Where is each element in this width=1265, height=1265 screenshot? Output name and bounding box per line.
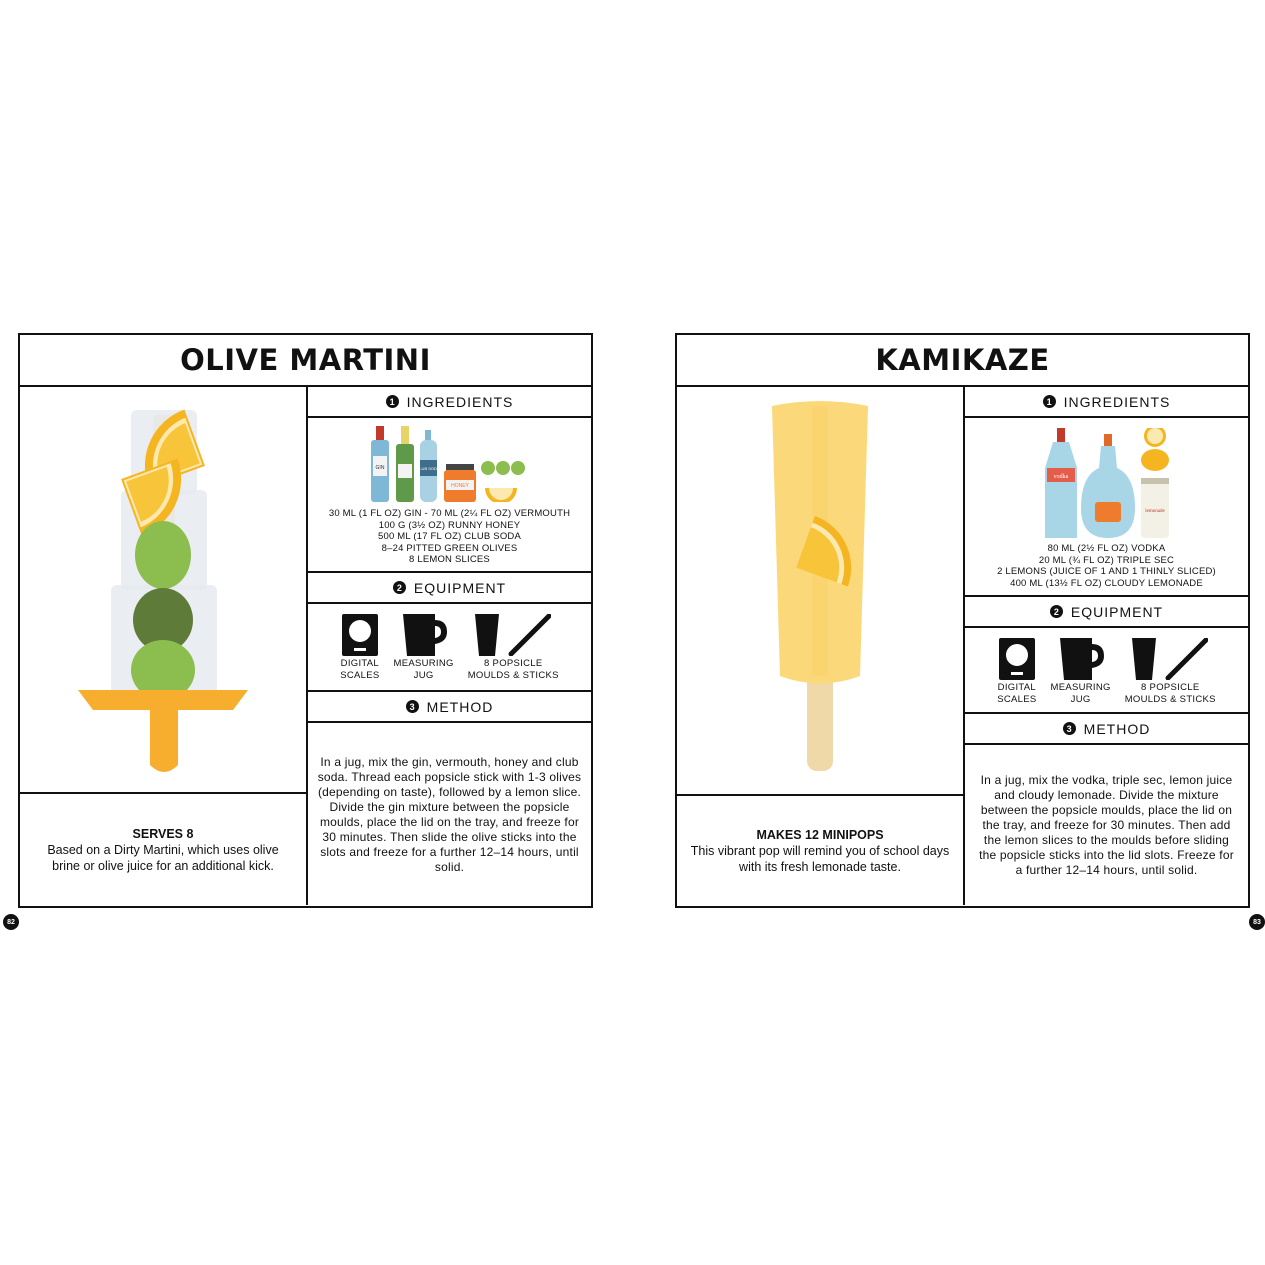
ingredients-list <box>308 508 591 566</box>
equipment-digital-scales <box>340 614 379 682</box>
bottle-label-vodka: vodka <box>1053 474 1069 480</box>
equipment-label: EQUIPMENT <box>413 579 507 596</box>
ingredient-line: 30 ML (1 FL OZ) GIN - 70 ML (2¼ FL OZ) VERMOUTH <box>328 508 571 519</box>
ingredients-header <box>965 387 1248 418</box>
serves-description: Based on a Dirty Martini, which uses olive brine or olive juice for an additional kick. <box>47 842 279 873</box>
popsicle-illustration <box>20 387 308 794</box>
method-text: In a jug, mix the vodka, triple sec, lemon juice and cloudy lemonade. Divide the mixture between the popsicle moulds, place the lid on the tray, and freeze for 30 minutes. Then add the lemon slices to the moulds before sliding the popsicle sticks into the lid slots. Freeze for a further 12–14 hours, until solid. <box>979 773 1234 877</box>
ingredient-line: 400 ML (13½ FL OZ) CLOUDY LEMONADE <box>1010 577 1203 589</box>
ingredients-list <box>965 543 1248 589</box>
method-label: METHOD <box>1083 720 1151 737</box>
equipment-box <box>308 604 591 692</box>
equipment-label-line: JUG <box>1070 694 1091 705</box>
bottle-label-lemonade: lemonade <box>1145 509 1165 514</box>
recipe-card-kamikaze <box>675 333 1250 908</box>
step-number-badge: 3 <box>406 700 419 713</box>
ingredients-box <box>308 418 591 573</box>
equipment-label-line: 8 POPSICLE <box>484 658 543 669</box>
equipment-label-line: MOULDS & STICKS <box>467 670 559 681</box>
serves-title: MAKES 12 MINIPOPS <box>756 827 884 842</box>
recipe-details-column <box>965 387 1248 906</box>
recipe-card-olive-martini <box>18 333 593 908</box>
equipment-header <box>965 597 1248 628</box>
serves-block <box>677 796 965 905</box>
popsicle-illustration <box>677 387 965 796</box>
step-number-badge: 1 <box>386 395 399 408</box>
equipment-label-line: DIGITAL <box>340 658 380 669</box>
ingredient-line: 20 ML (¾ FL OZ) TRIPLE SEC <box>1038 554 1175 566</box>
method-text: In a jug, mix the gin, vermouth, honey and club soda. Thread each popsicle stick with 1-3 olives (depending on taste), followed by a lemon slice. Divide the gin mixture between the popsicle moulds, place the lid on the tray, and freeze for 30 minutes. Then slide the olive sticks into the slots and freeze for a further 12–14 hours, until solid. <box>317 754 582 874</box>
ingredient-line: 2 LEMONS (JUICE OF 1 AND 1 THINLY SLICED) <box>997 566 1216 578</box>
digital-scales-icon <box>342 614 378 656</box>
equipment-measuring-jug <box>1050 638 1110 706</box>
ingredient-line: 100 G (3½ OZ) RUNNY HONEY <box>378 519 521 531</box>
ingredients-label: INGREDIENTS <box>1063 393 1171 410</box>
equipment-digital-scales <box>997 638 1036 706</box>
equipment-label-line: JUG <box>413 670 434 681</box>
method-label: METHOD <box>426 698 494 715</box>
equipment-label-line: 8 POPSICLE <box>1141 682 1200 693</box>
equipment-label-line: MOULDS & STICKS <box>1124 694 1216 705</box>
equipment-label-line: MEASURING <box>393 658 454 669</box>
serves-description: This vibrant pop will remind you of school days with its fresh lemonade taste. <box>690 843 950 874</box>
bottle-label-honey: HONEY <box>451 483 469 489</box>
equipment-label-line: SCALES <box>997 694 1037 705</box>
equipment-popsicle-moulds <box>1125 638 1216 706</box>
olive-martini-popsicle-icon <box>73 395 253 785</box>
ingredients-box <box>965 418 1248 597</box>
method-header <box>965 714 1248 745</box>
step-number-badge: 2 <box>393 581 406 594</box>
serves-title: SERVES 8 <box>132 826 194 841</box>
equipment-label-line: SCALES <box>340 670 380 681</box>
measuring-jug-icon <box>401 614 447 656</box>
page-number: 82 <box>3 914 19 930</box>
ingredients-label: INGREDIENTS <box>406 393 514 410</box>
serves-block <box>20 794 308 905</box>
equipment-label: EQUIPMENT <box>1070 603 1164 620</box>
ingredient-bottles-icon <box>1043 428 1173 540</box>
measuring-jug-icon <box>1058 638 1104 680</box>
bottle-label-club-soda: CLUB SODA <box>416 466 440 471</box>
equipment-box <box>965 628 1248 714</box>
equipment-popsicle-moulds <box>468 614 559 682</box>
equipment-label-line: MEASURING <box>1050 682 1111 693</box>
ingredient-bottles-icon <box>368 426 538 502</box>
ingredient-line: 8 LEMON SLICES <box>409 554 490 566</box>
step-number-badge: 1 <box>1043 395 1056 408</box>
equipment-header <box>308 573 591 604</box>
bottle-label-gin: GIN <box>375 465 385 471</box>
method-header <box>308 692 591 723</box>
popsicle-mould-and-stick-icon <box>475 614 551 656</box>
step-number-badge: 2 <box>1050 605 1063 618</box>
ingredient-line: 500 ML (17 FL OZ) CLUB SODA <box>377 531 521 543</box>
ingredients-header <box>308 387 591 418</box>
step-number-badge: 3 <box>1063 722 1076 735</box>
recipe-title: OLIVE MARTINI <box>20 335 591 387</box>
popsicle-mould-and-stick-icon <box>1132 638 1208 680</box>
ingredient-line: 8–24 PITTED GREEN OLIVES <box>381 542 518 554</box>
recipe-title: KAMIKAZE <box>677 335 1248 387</box>
digital-scales-icon <box>999 638 1035 680</box>
equipment-measuring-jug <box>393 614 453 682</box>
equipment-label-line: DIGITAL <box>997 682 1037 693</box>
recipe-details-column <box>308 387 591 906</box>
kamikaze-popsicle-icon <box>760 396 880 786</box>
ingredient-line: 80 ML (2½ FL OZ) VODKA <box>1047 543 1166 554</box>
page-number: 83 <box>1249 914 1265 930</box>
